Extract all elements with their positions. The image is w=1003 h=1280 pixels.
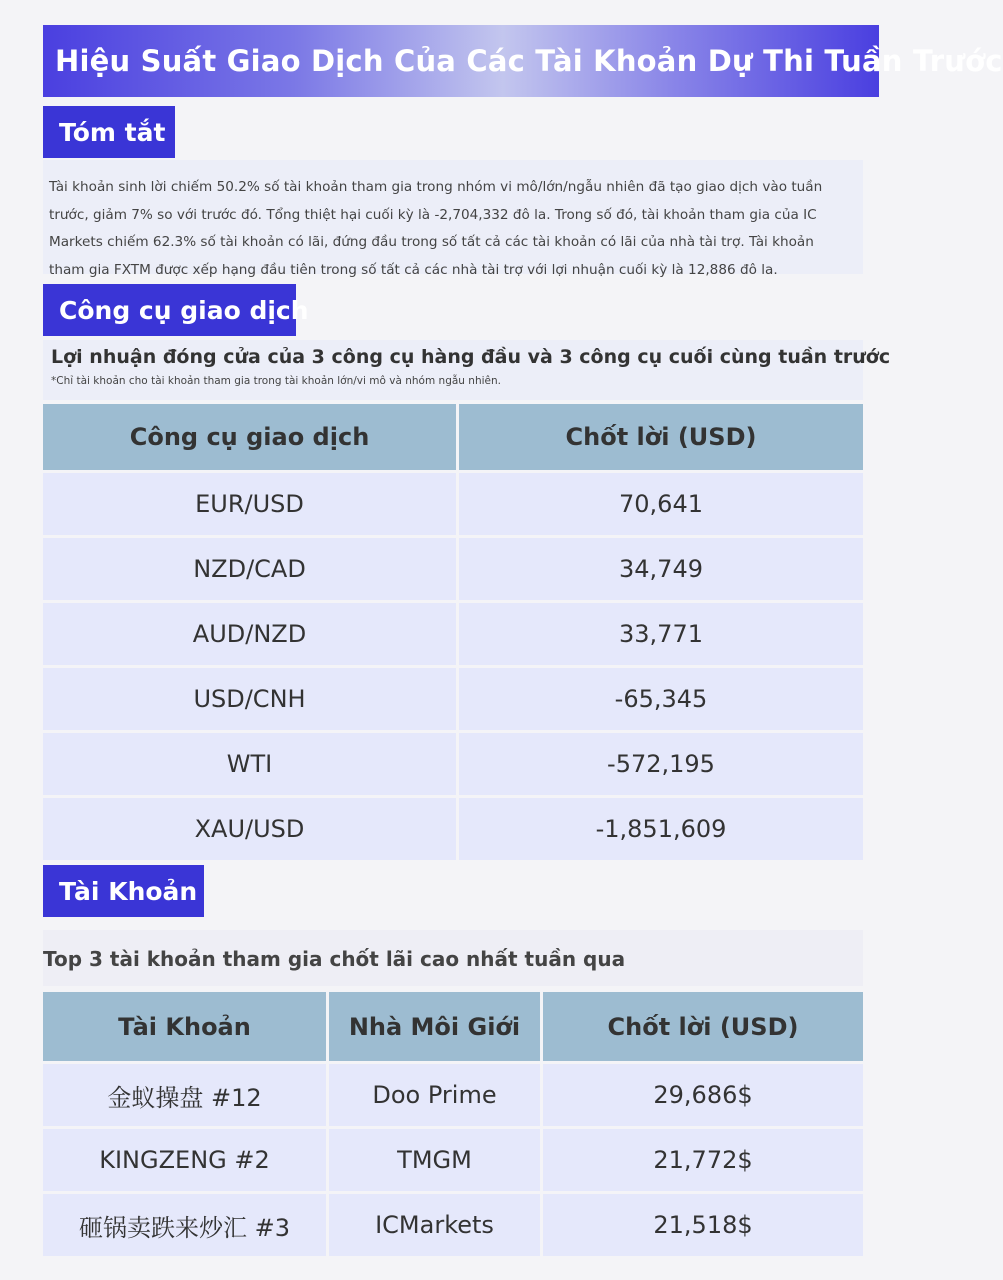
table-row <box>43 538 863 600</box>
broker-cell: Doo Prime <box>329 1064 540 1126</box>
accounts-heading: Tài Khoản <box>43 865 204 917</box>
accounts-table <box>40 989 866 1259</box>
summary-line: tham gia FXTM được xếp hạng đầu tiên trong số tất cả các nhà tài trợ với lợi nhuận cuối kỳ là 12,886 đô la. <box>49 261 778 278</box>
table-row <box>43 1194 863 1256</box>
broker-cell: ICMarkets <box>329 1194 540 1256</box>
broker-cell: TMGM <box>329 1129 540 1191</box>
summary-line: Tài khoản sinh lời chiếm 50.2% số tài khoản tham gia trong nhóm vi mô/lớn/ngẫu nhiên đã tạo giao dịch vào tuần <box>49 179 823 195</box>
column-header-broker: Nhà Môi Giới <box>329 992 540 1061</box>
table-row <box>43 473 863 535</box>
account-cell: KINGZENG #2 <box>43 1129 326 1191</box>
profit-cell: 34,749 <box>459 538 863 600</box>
title-banner <box>43 25 1003 97</box>
summary-line: trước, giảm 7% so với trước đó. Tổng thiệt hại cuối kỳ là -2,704,332 đô la. Trong số đó, tài khoản tham gia của IC <box>49 206 817 223</box>
table-row <box>43 668 863 730</box>
profit-cell: 21,518$ <box>543 1194 863 1256</box>
profit-cell: -1,851,609 <box>459 798 863 860</box>
profit-cell: 29,686$ <box>543 1064 863 1126</box>
table-row <box>43 1064 863 1126</box>
table-row <box>43 798 863 860</box>
column-header-account: Tài Khoản <box>43 992 326 1061</box>
instruments-table <box>40 401 866 863</box>
column-header-profit: Chốt lời (USD) <box>459 404 863 470</box>
profit-cell: 33,771 <box>459 603 863 665</box>
instruments-heading: Công cụ giao dịch <box>43 284 296 336</box>
instruments-subheading: Lợi nhuận đóng cửa của 3 công cụ hàng đầu và 3 công cụ cuối cùng tuần trước <box>51 346 891 368</box>
profit-cell: 21,772$ <box>543 1129 863 1191</box>
instrument-cell: XAU/USD <box>43 798 456 860</box>
profit-cell: 70,641 <box>459 473 863 535</box>
summary-line: Markets chiếm 62.3% số tài khoản có lãi, đứng đầu trong số tất cả các tài khoản có lãi của nhà tài trợ. Tài khoản <box>49 234 814 250</box>
column-header-instrument: Công cụ giao dịch <box>43 404 456 470</box>
table-row <box>43 603 863 665</box>
accounts-subheading: Top 3 tài khoản tham gia chốt lãi cao nhất tuần qua <box>43 947 626 971</box>
page-title: Hiệu Suất Giao Dịch Của Các Tài Khoản Dự Thi Tuần Trước <box>55 44 1003 78</box>
instruments-subheading-box <box>43 340 891 400</box>
profit-cell: -572,195 <box>459 733 863 795</box>
summary-text <box>43 160 863 278</box>
instrument-cell: EUR/USD <box>43 473 456 535</box>
summary-heading: Tóm tắt <box>43 106 175 158</box>
instrument-cell: USD/CNH <box>43 668 456 730</box>
table-row <box>43 733 863 795</box>
column-header-profit: Chốt lời (USD) <box>543 992 863 1061</box>
table-row <box>43 1129 863 1191</box>
account-cell: 金蚁操盘 #12 <box>43 1064 326 1126</box>
instrument-cell: WTI <box>43 733 456 795</box>
instrument-cell: AUD/NZD <box>43 603 456 665</box>
account-cell: 砸锅卖跌来炒汇 #3 <box>43 1194 326 1256</box>
accounts-subheading-box <box>43 930 863 986</box>
instruments-note: *Chỉ tài khoản cho tài khoản tham gia trong tài khoản lớn/vi mô và nhóm ngẫu nhiên. <box>51 375 501 387</box>
instrument-cell: NZD/CAD <box>43 538 456 600</box>
profit-cell: -65,345 <box>459 668 863 730</box>
